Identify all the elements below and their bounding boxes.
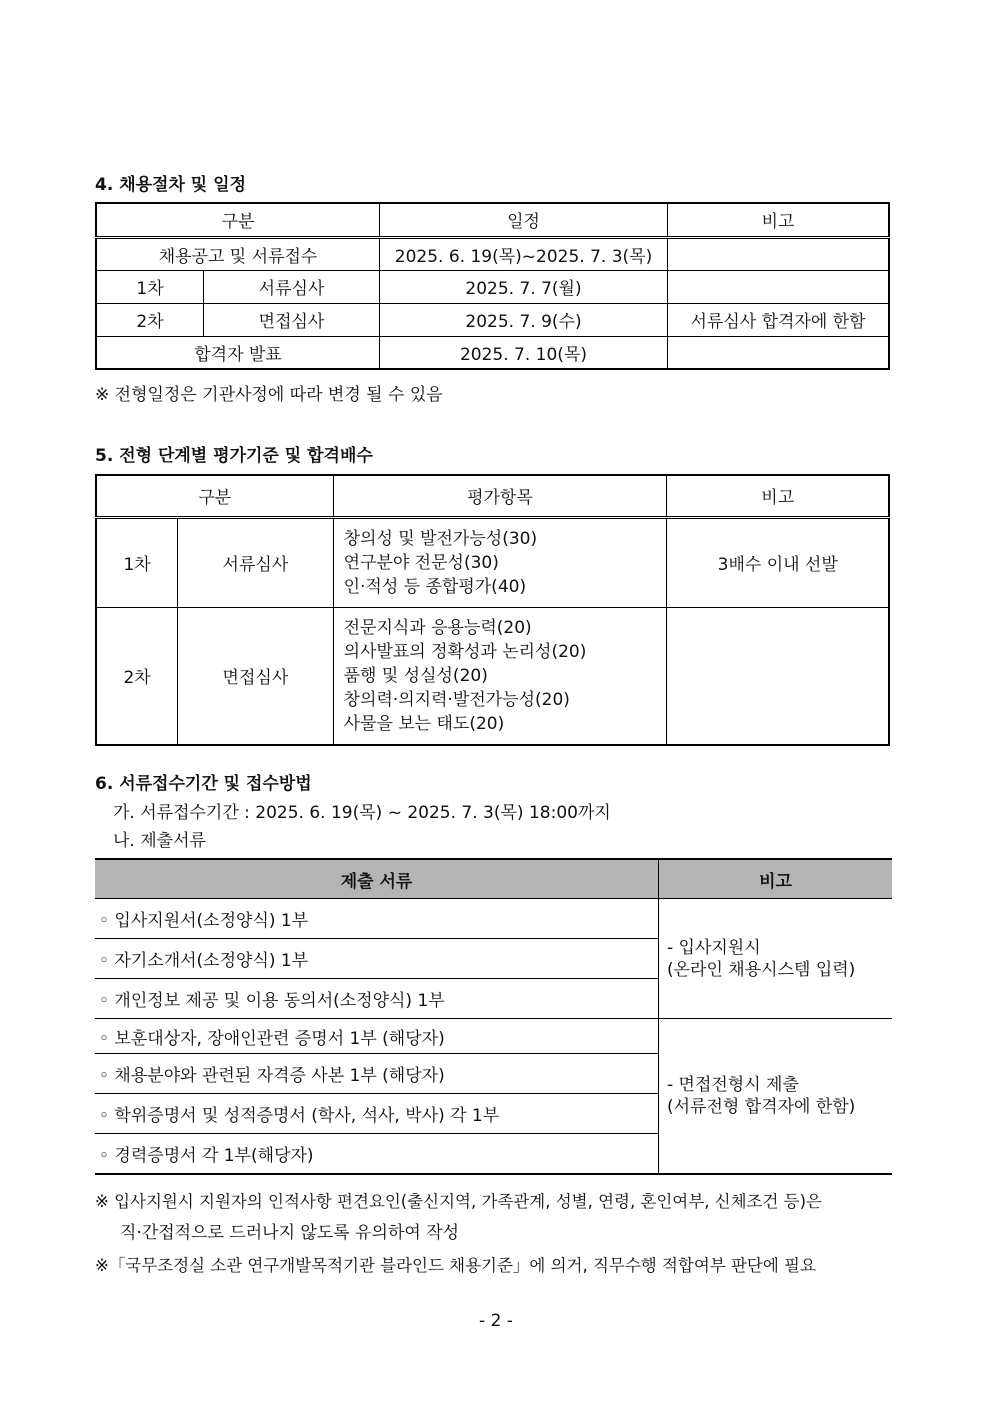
table-row: [96, 336, 889, 369]
table-row: [96, 607, 889, 745]
row-date: 2025. 7. 7(월): [380, 270, 668, 303]
schedule-footnote: ※ 전형일정은 기관사정에 따라 변경 될 수 있음: [95, 385, 443, 405]
evaluation-items: [333, 517, 667, 607]
header-remark: 비고: [659, 859, 893, 899]
remark-line: - 입사지원시: [667, 937, 761, 958]
list-item: 사물을 보는 태도(20): [343, 713, 505, 734]
row-date: 2025. 7. 10(목): [380, 336, 668, 369]
remark-line: (온라인 채용시스템 입력): [667, 959, 856, 980]
evaluation-table: [95, 474, 890, 746]
row-label: 면접심사: [204, 303, 380, 336]
document-item: ◦ 개인정보 제공 및 이용 동의서(소정양식) 1부: [95, 979, 659, 1019]
list-item: 창의력·의지력·발전가능성(20): [343, 689, 570, 710]
documents-label: 나. 제출서류: [113, 831, 206, 851]
header-schedule: 일정: [380, 203, 668, 237]
header-remark: 비고: [668, 203, 890, 237]
remark-interview: [659, 1019, 893, 1174]
table-row: [96, 237, 889, 270]
document-item: ◦ 입사지원서(소정양식) 1부: [95, 899, 659, 939]
row-stage: 1차: [96, 517, 178, 607]
row-note: [668, 237, 890, 270]
list-item: 연구분야 전문성(30): [343, 552, 499, 573]
section-5-title: 5. 전형 단계별 평가기준 및 합격배수: [95, 446, 373, 466]
header-documents: 제출 서류: [95, 859, 659, 899]
row-label: 합격자 발표: [96, 336, 380, 369]
row-note: [668, 270, 890, 303]
submission-period: 가. 서류접수기간 : 2025. 6. 19(목) ~ 2025. 7. 3(목) 18:00까지: [113, 803, 611, 823]
row-note: [668, 336, 890, 369]
page-number: - 2 -: [479, 1311, 513, 1331]
row-stage: 2차: [96, 303, 204, 336]
header-items: 평가항목: [333, 475, 667, 517]
row-date: 2025. 6. 19(목)~2025. 7. 3(목): [380, 237, 668, 270]
remark-line: (서류전형 합격자에 한함): [667, 1096, 856, 1117]
schedule-table: [95, 202, 890, 370]
row-note: 서류심사 합격자에 한함: [668, 303, 890, 336]
row-label: 서류심사: [178, 517, 333, 607]
list-item: 전문지식과 응용능력(20): [343, 617, 532, 638]
row-note: [667, 607, 889, 745]
list-item: 품행 및 성실성(20): [343, 665, 488, 686]
row-stage: 2차: [96, 607, 178, 745]
remark-online: [659, 899, 893, 1019]
section-6-title: 6. 서류접수기간 및 접수방법: [95, 774, 312, 794]
list-item: 인·적성 등 종합평가(40): [343, 576, 527, 597]
document-item: ◦ 채용분야와 관련된 자격증 사본 1부 (해당자): [95, 1054, 659, 1094]
list-item: 창의성 및 발전가능성(30): [343, 528, 538, 549]
evaluation-items: [333, 607, 667, 745]
note-blind: ※「국무조정실 소관 연구개발목적기관 블라인드 채용기준」에 의거, 직무수행 적합여부 판단에 필요: [95, 1256, 816, 1275]
row-label: 채용공고 및 서류접수: [96, 237, 380, 270]
remark-line: - 면접전형시 제출: [667, 1074, 799, 1095]
document-item: ◦ 보훈대상자, 장애인관련 증명서 1부 (해당자): [95, 1019, 659, 1054]
header-category: 구분: [96, 475, 333, 517]
document-item: ◦ 경력증명서 각 1부(해당자): [95, 1134, 659, 1174]
table-row: [96, 303, 889, 336]
document-item: ◦ 자기소개서(소정양식) 1부: [95, 939, 659, 979]
row-label: 면접심사: [178, 607, 333, 745]
row-note: 3배수 이내 선발: [667, 517, 889, 607]
table-row: [96, 270, 889, 303]
header-category: 구분: [96, 203, 380, 237]
table-row: [95, 1019, 892, 1054]
document-item: ◦ 학위증명서 및 성적증명서 (학사, 석사, 박사) 각 1부: [95, 1094, 659, 1134]
list-item: 의사발표의 정확성과 논리성(20): [343, 641, 587, 662]
row-date: 2025. 7. 9(수): [380, 303, 668, 336]
section-4-title: 4. 채용절차 및 일정: [95, 175, 246, 195]
header-remark: 비고: [667, 475, 889, 517]
row-stage: 1차: [96, 270, 204, 303]
row-label: 서류심사: [204, 270, 380, 303]
note-bias: ※ 입사지원시 지원자의 인적사항 편견요인(출신지역, 가족관계, 성별, 연령, 혼인여부, 신체조건 등)은: [95, 1192, 822, 1211]
table-row: [96, 517, 889, 607]
documents-table: [95, 858, 892, 1175]
note-bias-cont: 직·간접적으로 드러나지 않도록 유의하여 작성: [120, 1223, 460, 1243]
table-row: [95, 899, 892, 939]
